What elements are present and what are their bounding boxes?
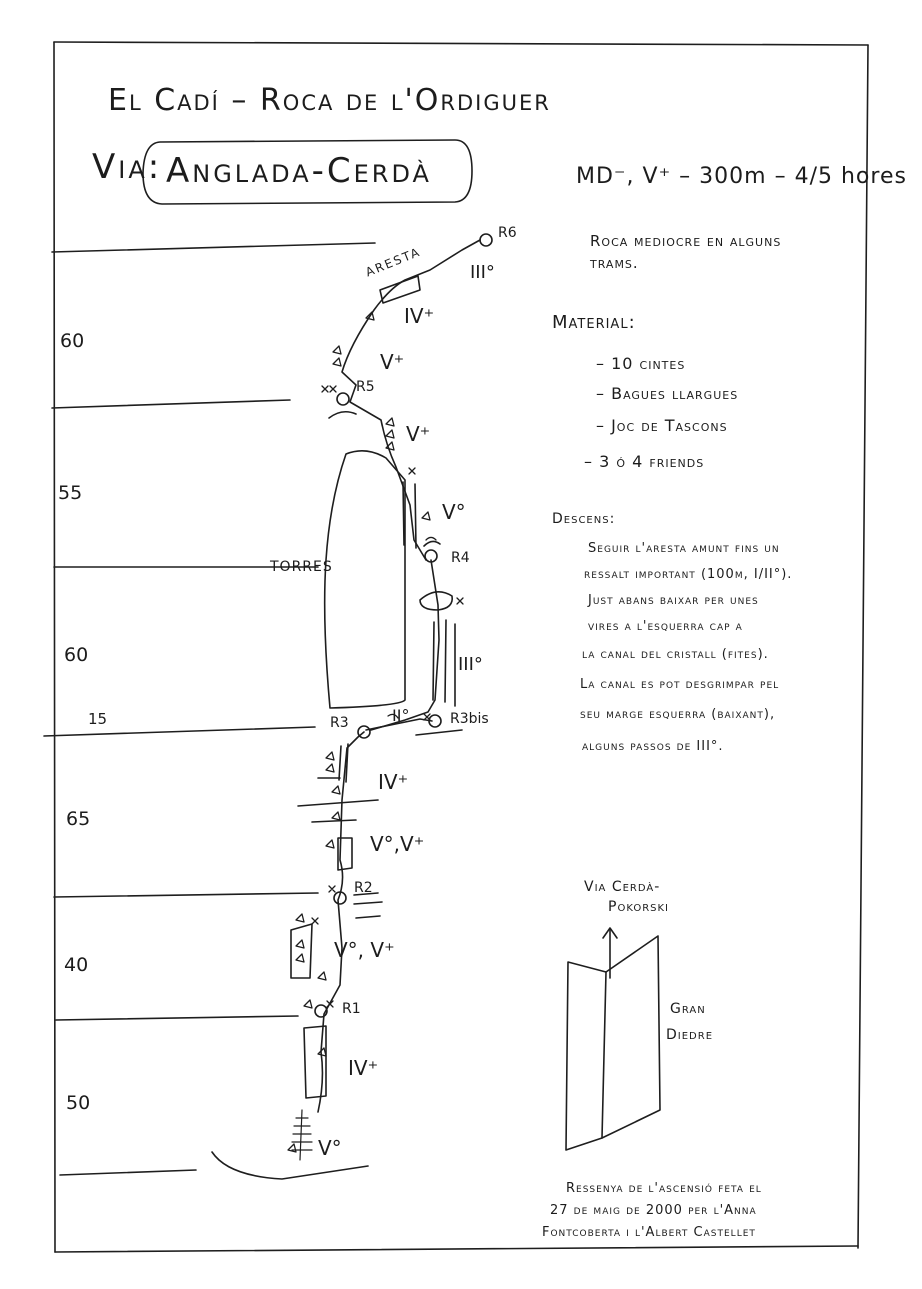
pitch-grade: V⁺	[406, 422, 431, 446]
material-item: – 10 cintes	[596, 354, 686, 373]
belay-label-r4: R4	[451, 550, 470, 566]
pitch-length: 15	[88, 710, 108, 728]
material-heading: Material:	[552, 312, 636, 333]
inset-via-label-line-2: Pokorski	[608, 899, 669, 915]
belay-label-r2: R2	[354, 880, 373, 896]
credits-line: Fontcoberta i l'Albert Castellet	[542, 1225, 756, 1240]
descent-line: ressalt important (100m, I/II°).	[584, 567, 793, 582]
torres-tower	[325, 451, 405, 708]
aresta-box	[380, 276, 420, 303]
material-item: – Joc de Tascons	[596, 416, 728, 435]
pitch-grade: V⁺	[380, 350, 405, 374]
descent-line: seu marge esquerra (baixant),	[580, 707, 776, 722]
descent-line: alguns passos de III°.	[582, 739, 724, 754]
descent-line: vires a l'esquerra cap a	[588, 619, 743, 634]
route-grade: MD⁻, V⁺ – 300m – 4/5 hores	[576, 164, 907, 189]
torres-label: TORRES	[270, 559, 333, 575]
dihedral-label-line-1: Gran	[670, 1001, 706, 1017]
page-title: El Cadí – Roca de l'Ordiguer	[108, 83, 551, 118]
pitch-length: 60	[64, 644, 89, 666]
pitch-grade: V°, V⁺	[334, 938, 395, 962]
material-item: – Bagues llargues	[596, 384, 739, 403]
belay-anchor-marks	[329, 412, 462, 904]
belay-label-r6: R6	[498, 225, 517, 241]
pitch-grade: V°	[318, 1136, 342, 1160]
descent-heading: Descens:	[552, 511, 616, 527]
ring-r6	[480, 234, 492, 246]
dihedral-label-line-2: Diedre	[666, 1027, 714, 1043]
inset-via-label-line-1: Via Cerdà-	[584, 879, 661, 895]
route-prefix: Via:	[92, 147, 163, 187]
pitch-grade: II°	[392, 706, 410, 725]
pitch-grade: V°	[442, 500, 466, 524]
pitch-grade: III°	[458, 654, 483, 675]
descent-line: la canal del cristall (fites).	[582, 647, 769, 662]
pitch-grade: III°	[470, 262, 495, 283]
descent-line: Just abans baixar per unes	[588, 593, 759, 608]
belay-label-r3bis: R3bis	[450, 711, 489, 727]
ground-line	[212, 1152, 368, 1179]
belay-label-r3: R3	[330, 715, 349, 731]
pitch-length: 55	[58, 482, 83, 504]
belay-label-r1: R1	[342, 1001, 361, 1017]
pitch-grade: IV⁺	[378, 770, 409, 794]
route-name: Anglada-Cerdà	[166, 151, 432, 191]
dihedral-sketch	[566, 928, 660, 1150]
pitch-length: 50	[66, 1092, 91, 1114]
descent-line: Seguir l'aresta amunt fins un	[588, 541, 780, 556]
pitch-grade: IV⁺	[348, 1056, 379, 1080]
pitch-grade: IV⁺	[404, 304, 435, 328]
aresta-label: ARESTA	[363, 244, 423, 280]
tree-icon	[292, 1110, 312, 1160]
descent-line: La canal es pot desgrimpar pel	[580, 677, 780, 692]
material-item: – 3 ó 4 friends	[584, 452, 705, 471]
rock-note-line-2: trams.	[590, 254, 639, 272]
belay-label-r5: R5	[356, 379, 375, 395]
pitch-grade: V°,V⁺	[370, 832, 425, 856]
pitch-length: 60	[60, 330, 85, 352]
credits-line: 27 de maig de 2000 per l'Anna	[550, 1203, 757, 1218]
ring-r5	[337, 393, 349, 405]
pitch-length: 40	[64, 954, 89, 976]
rock-note-line-1: Roca mediocre en alguns	[590, 232, 782, 250]
credits-line: Ressenya de l'ascensió feta el	[566, 1181, 762, 1196]
pitch-length: 65	[66, 808, 91, 830]
